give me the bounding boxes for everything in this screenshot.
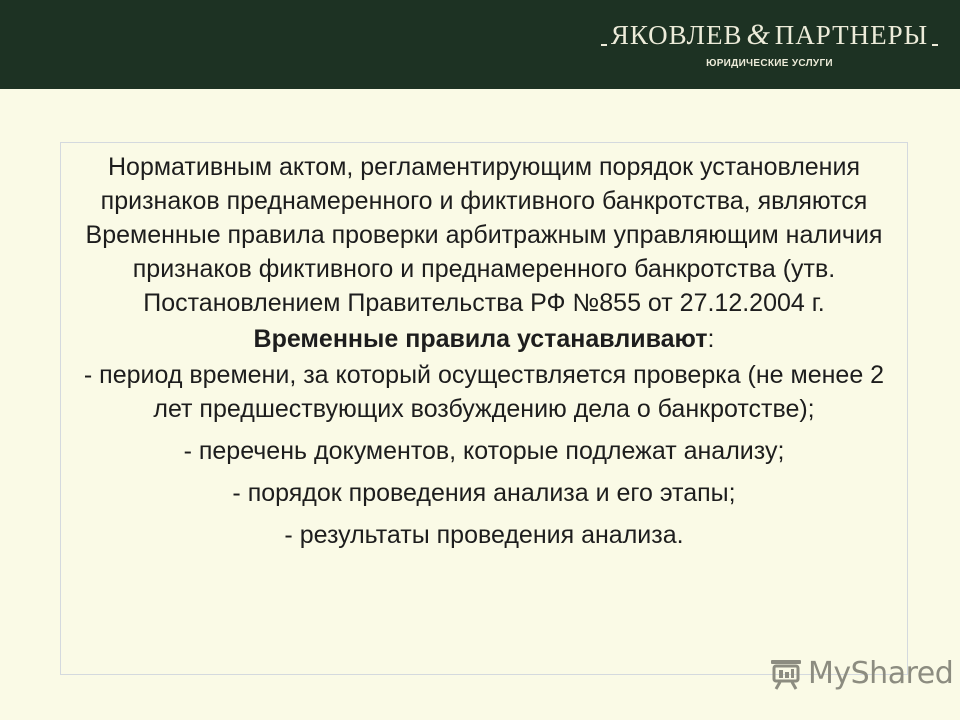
header-bar (0, 0, 960, 89)
brand-name (597, 20, 942, 50)
rules-heading (62, 322, 906, 356)
rules-heading-colon: : (707, 325, 715, 353)
slide-text (62, 150, 906, 552)
brand-ampersand: & (746, 18, 771, 51)
presentation-icon (768, 658, 804, 690)
brand-rule-right (932, 44, 938, 46)
brand-logo (597, 20, 942, 69)
list-item: - порядок проведения анализа и его этапы; (232, 479, 736, 507)
myshared-watermark (768, 656, 953, 691)
rules-heading-text: Временные правила устанавливают (253, 325, 708, 353)
list-item: - перечень документов, которые подлежат анализу; (183, 437, 785, 465)
brand-part1: ЯКОВЛЕВ (610, 20, 743, 50)
brand-rule-left (601, 44, 607, 46)
watermark-text: MyShared (808, 656, 954, 691)
list-item: - результаты проведения анализа. (284, 521, 684, 549)
list-item: - период времени, за который осуществляется проверка (не менее 2 лет предшествующих возбуждению дела о банкротстве); (83, 361, 885, 423)
brand-part2: ПАРТНЕРЫ (774, 20, 929, 50)
brand-subtitle: ЮРИДИЧЕСКИЕ УСЛУГИ (706, 58, 833, 69)
intro-paragraph: Нормативным актом, регламентирующим порядок установления признаков преднамеренного и фиктивного банкротства, являются Временные правила проверки арбитражным управляющим наличия признаков фиктивного и преднамеренного банкротства (утв. Постановлением Правительства РФ №855 от 27.12.2004 г. (85, 153, 883, 317)
